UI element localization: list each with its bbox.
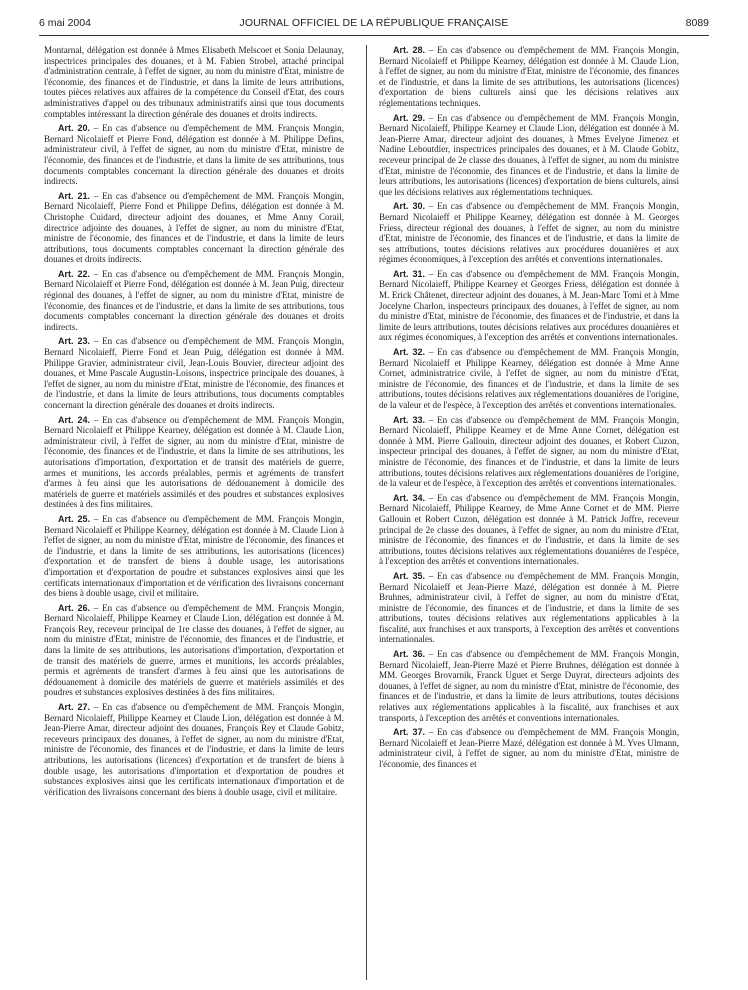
article-paragraph <box>379 649 679 723</box>
article-paragraph <box>44 514 344 599</box>
article-number: Art. 26. <box>58 602 90 613</box>
article-paragraph <box>44 415 344 510</box>
article-number: Art. 25. <box>58 513 90 524</box>
right-column <box>379 45 679 980</box>
article-paragraph <box>44 603 344 698</box>
journal-title: JOURNAL OFFICIEL DE LA RÉPUBLIQUE FRANÇAISE <box>239 17 509 29</box>
article-number: Art. 31. <box>393 268 425 279</box>
article-paragraph <box>44 269 344 333</box>
article-paragraph <box>44 191 344 265</box>
article-paragraph <box>379 571 679 645</box>
article-number: Art. 30. <box>393 201 425 212</box>
article-text: – En cas d'absence ou d'empêchement de MM. François Mongin, Bernard Nicolaieff et Philippe Kearney, délégation est donnée à M. Claude Lion, administrateur civil, à l'effet de signer, au nom du ministre d'Etat, ministre de l'économie, des finances et de l'industrie, et dans la limite de ses attributions, les autorisations d'importation, d'exportation et de transit des matériels de guerre, armes et munitions, les accords préalables, permis et agréments de transfert d'armes à feu ainsi que les autorisations de dédouanement à domicile des matériels de guerre et matériels assimilés et des poudres et substances explosives destinées à des fins militaires. <box>44 414 344 510</box>
article-text: – En cas d'absence ou d'empêchement de MM. François Mongin, Bernard Nicolaieff et Pierre Fond, délégation est donnée à M. Jean Puig, directeur régional des douanes, à l'effet de signer, au nom du ministre d'Etat, ministre de l'économie, des finances et de l'industrie, et dans la limite de ses attributions, tous documents comptables concernant la direction générale des douanes et droits indirects. <box>44 268 344 332</box>
article-paragraph <box>379 347 679 411</box>
article-number: Art. 32. <box>393 347 425 358</box>
article-number: Art. 21. <box>58 190 90 201</box>
page-header <box>39 14 709 32</box>
article-paragraph <box>44 123 344 187</box>
article-text: – En cas d'absence ou d'empêchement de MM. François Mongin, Bernard Nicolaieff, Pierre Fond et Philippe Defins, délégation est donnée à M. Christophe Cuidard, directeur adjoint des douanes, et Mme Anny Corail, directrice adjointe des douanes, à l'effet de signer, au nom du ministre d'Etat, ministre de l'économie, des finances et de l'industrie, et dans la limite de leurs attributions, tous documents comptables concernant la direction générale des douanes et droits indirects. <box>44 190 344 265</box>
header-rule <box>39 35 709 36</box>
article-text: – En cas d'absence ou d'empêchement de MM. François Mongin, Bernard Nicolaieff et Philippe Kearney, délégation est donnée à M. Georges Friess, directeur régional des douanes, à l'effet de signer, au nom du ministre d'Etat, ministre de l'économie, des finances et de l'industrie, et dans la limite de ses attributions, toutes décisions relatives aux procédures douanières et aux régimes économiques, à l'exception des arrêtés et conventions internationales. <box>379 201 679 265</box>
article-number: Art. 36. <box>393 649 425 660</box>
column-divider <box>366 45 367 980</box>
page-number: 8089 <box>685 17 709 29</box>
article-paragraph <box>379 113 679 198</box>
article-number: Art. 23. <box>58 336 90 347</box>
article-paragraph <box>379 45 679 109</box>
article-text: – En cas d'absence ou d'empêchement de MM. François Mongin, Bernard Nicolaieff, Philippe Kearney et Claude Lion, délégation est donnée à M. Jean-Pierre Amar, directeur adjoint des douanes, François Rey et Claude Gobitz, receveurs principaux des douanes, à l'effet de signer, au nom du ministre d'Etat, ministre de l'économie, des finances et de l'industrie, et dans la limite de leurs attributions, les autorisations (licences) d'exportation et de transfert de biens à double usage, les autorisations d'importation et d'exportation de poudres et substances explosives ainsi que les certificats internationaux d'importation et de vérification des livraisons concernant des biens à double usage, civil et militaire. <box>44 702 344 797</box>
article-paragraph <box>379 727 679 769</box>
article-paragraph <box>379 269 679 343</box>
article-text: – En cas d'absence ou d'empêchement de MM. François Mongin, Bernard Nicolaieff, Philippe Kearney et Claude Lion, délégation est donnée à M. Jean-Pierre Amar, directeur adjoint des douanes, à Mmes Evelyne Jimenez et Nadine Leboutdier, inspectrices principales des douanes, et à M. Claude Gobitz, receveur principal de 2e classe des douanes, à l'effet de signer, au nom du ministre d'Etat, ministre de l'économie, des finances et de l'industrie, et dans la limite de leurs attributions, les autorisations (licences) d'exportation de biens culturels, ainsi que les décisions relatives aux réglementations techniques. <box>379 112 679 197</box>
article-number: Art. 20. <box>58 123 90 134</box>
article-paragraph <box>44 336 344 410</box>
article-paragraph <box>379 415 679 489</box>
article-text: – En cas d'absence ou d'empêchement de MM. François Mongin, Bernard Nicolaieff et Jean-Pierre Mazé, délégation est donnée à M. Pierre Bruhnes, administrateur civil, à l'effet de signer, au nom du ministre d'Etat, ministre de l'économie, des finances et de l'industrie, et dans la limite de ses attributions, toutes décisions relatives aux réglementations applicables à la fiscalité, aux franchises et aux transports, à l'exception des arrêtés et conventions internationales. <box>379 570 679 645</box>
article-paragraph <box>379 201 679 265</box>
article-number: Art. 29. <box>393 112 425 123</box>
article-paragraph <box>44 702 344 797</box>
article-text: – En cas d'absence ou d'empêchement de MM. François Mongin, Bernard Nicolaieff et Philippe Kearney, délégation est donnée à Mme Anne Cornet, administratrice civile, à l'effet de signer, au nom du ministre d'Etat, ministre de l'économie, des finances et de l'industrie, et dans la limite de ses attributions, toutes décisions relatives aux réglementations douanières de l'origine, de la valeur et de l'espèce, à l'exception des arrêtés et conventions internationales. <box>379 347 679 410</box>
header-date: 6 mai 2004 <box>39 17 91 29</box>
article-text: – En cas d'absence ou d'empêchement de MM. François Mongin, Bernard Nicolaieff et Philippe Kearney, délégation est donnée à M. Claude Lion à l'effet de signer, au nom du ministre d'Etat, ministre de l'économie, des finances et de l'industrie, et dans la limite de ses attributions, les autorisations (licences) d'exportation et de transfert de biens à double usage, les autorisations d'importation et d'exportation de poudre et substances explosives ainsi que les certificats internationaux d'importation et de vérification des livraisons concernant des biens à double usage, civil et militaire. <box>44 513 344 599</box>
article-number: Art. 28. <box>393 45 425 55</box>
article-text: – En cas d'absence ou d'empêchement de MM. François Mongin, Bernard Nicolaieff et Pierre Fond, délégation est donnée à M. Philippe Defins, administrateur civil, à l'effet de signer, au nom du ministre d'Etat, ministre de l'économie, des finances et de l'industrie, et dans la limite de ses attributions, tous documents comptables concernant la direction générale des douanes et droits indirects. <box>44 123 344 187</box>
article-paragraph <box>379 493 679 567</box>
article-number: Art. 22. <box>58 268 90 279</box>
article-text: – En cas d'absence ou d'empêchement de MM. François Mongin, Bernard Nicolaieff et Jean-Pierre Mazé, délégation est donnée à M. Yves Ulmann, administrateur civil, à l'effet de signer, au nom du ministre d'Etat, ministre de l'économie, des finances et <box>379 727 679 769</box>
article-number: Art. 34. <box>393 492 425 503</box>
article-text: – En cas d'absence ou d'empêchement de MM. François Mongin, Bernard Nicolaieff et Philippe Kearney, délégation est donnée à M. Claude Lion, à l'effet de signer, au nom du ministre d'Etat, ministre de l'économie, des finances et de l'industrie, et dans la limite de ses attributions, les autorisations (licences) d'exportation de biens culturels ainsi que les décisions relatives aux réglementations techniques. <box>379 45 679 108</box>
article-number: Art. 33. <box>393 414 425 425</box>
article-text: – En cas d'absence ou d'empêchement de MM. François Mongin, Bernard Nicolaieff, Philippe Kearney, de Mme Anne Cornet et de MM. Pierre Gallouin et Robert Cuzon, délégation est donnée à M. Patrick Joffre, receveur principal de 2e classe des douanes, à l'effet de signer, au nom du ministre d'Etat, ministre de l'économie, des finances et de l'industrie, et dans la limite de ses attributions, toutes décisions relatives aux réglementations douanières de l'espèce, à l'exception des arrêtés et conventions internationales. <box>379 492 679 567</box>
continued-paragraph <box>44 45 344 119</box>
article-number: Art. 35. <box>393 570 425 581</box>
article-text: – En cas d'absence ou d'empêchement de MM. François Mongin, Bernard Nicolaieff, Philippe Kearney et de Mme Anne Cornet, délégation est donnée à MM. Pierre Gallouin, directeur adjoint des douanes, et Robert Cuzon, inspecteur principal des douanes, à l'effet de signer, au nom du ministre d'Etat, ministre de l'économie, des finances et de l'industrie, et dans la limite de leurs attributions, toutes décisions relatives aux réglementations douanières de l'origine, de la valeur et de l'espèce, à l'exception des arrêtés et conventions internationales. <box>379 414 679 489</box>
article-text: – En cas d'absence ou d'empêchement de MM. François Mongin, Bernard Nicolaieff, Jean-Pierre Mazé et Pierre Bruhnes, délégation est donnée à MM. Georges Brovarnik, Franck Uguet et Serge Duyrat, directeurs adjoints des douanes, à l'effet de signer, au nom du ministre d'Etat, ministre de l'économie, des finances et de l'industrie, et dans la limite de leurs attributions, toutes décisions relatives aux réglementations applicables à la fiscalité, aux franchises et aux transports, à l'exception des arrêtés et conventions internationales. <box>379 649 679 723</box>
article-number: Art. 27. <box>58 702 90 713</box>
article-number: Art. 24. <box>58 414 90 425</box>
article-text: – En cas d'absence ou d'empêchement de MM. François Mongin, Bernard Nicolaieff, Philippe Kearney et Georges Friess, délégation est donnée à M. Erick Châtenet, directeur adjoint des douanes, à M. Jean-Marc Tomi et à Mme Jocelyne Charlon, inspecteurs principaux des douanes, à l'effet de signer, au nom du ministre d'Etat, ministre de l'économie, des finances et de l'industrie, et dans la limite de leurs attributions, toutes décisions relatives aux procédures douanières et aux régimes économiques, à l'exception des arrêtés et conventions internationales. <box>379 268 679 343</box>
article-text: – En cas d'absence ou d'empêchement de MM. François Mongin, Bernard Nicolaieff, Philippe Kearney et Claude Lion, délégation est donnée à M. François Rey, receveur principal de 1re classe des douanes, à l'effet de signer, au nom du ministre d'Etat, ministre de l'économie, des finances et de l'industrie, et dans la limite de ses attributions, les autorisations d'importation, d'exportation et de transit des matériels de guerre, armes et munitions, les accords préalables, permis et agréments de transfert d'armes à feu ainsi que les autorisations de dédouanement à domicile des matériels de guerre et matériels assimilés et des poudres et substances explosives destinées à des fins militaires. <box>44 602 344 698</box>
left-column <box>44 45 344 980</box>
article-text: Montarnal, délégation est donnée à Mmes Elisabeth Melscoet et Sonia Delaunay, inspectrices principales des douanes, et à M. Fabien Strobel, attaché principal d'administration centrale, à l'effet de signer, au nom du ministre d'Etat, ministre de l'économie, des finances et de l'industrie, et dans la limite de leurs attributions, toutes pièces relatives aux affaires de la compétence du Conseil d'Etat, des cours administratives d'appel ou des tribunaux administratifs ainsi que tous documents comptables intéressant la direction générale des douanes et droits indirects. <box>44 45 344 119</box>
article-number: Art. 37. <box>393 727 425 738</box>
article-text: – En cas d'absence ou d'empêchement de MM. François Mongin, Bernard Nicolaieff, Pierre Fond et Jean Puig, délégation est donnée à MM. Philippe Gravier, administrateur civil, Jean-Louis Bouvier, directeur adjoint des douanes, et Mme Pascale Augustin-Loisons, inspectrice principale des douanes, à l'effet de signer, au nom du ministre d'Etat, ministre de l'économie, des finances et de l'industrie, et dans la limite de leurs attributions, tous documents comptables concernant la direction générale des douanes et droits indirects. <box>44 336 344 410</box>
